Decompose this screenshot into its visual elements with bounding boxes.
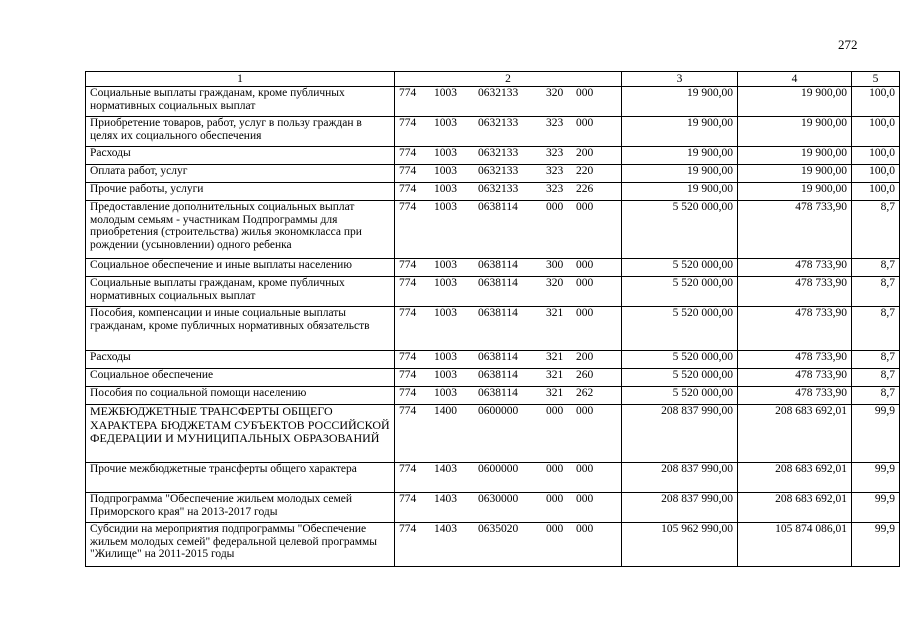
budget-table (85, 71, 900, 567)
fact-amount: 478 733,90 (738, 369, 852, 387)
code-part: 774 (399, 201, 417, 213)
percent-executed: 8,7 (852, 387, 900, 405)
row-name: Социальное обеспечение и иные выплаты населению (86, 259, 395, 277)
code-part: 321 (546, 307, 564, 319)
code-part: 000 (576, 277, 594, 289)
table-row (86, 277, 900, 307)
row-codes (395, 405, 622, 463)
table-row (86, 259, 900, 277)
row-codes (395, 87, 622, 117)
code-part: 774 (399, 307, 417, 319)
percent-executed: 100,0 (852, 87, 900, 117)
row-codes (395, 493, 622, 523)
code-part: 774 (399, 277, 417, 289)
code-part: 1003 (434, 351, 457, 363)
plan-amount: 208 837 990,00 (622, 463, 738, 493)
code-part: 0630000 (478, 493, 519, 505)
code-part: 1003 (434, 369, 457, 381)
percent-executed: 99,9 (852, 523, 900, 567)
percent-executed: 100,0 (852, 183, 900, 201)
code-part: 200 (576, 351, 594, 363)
header-cell: 3 (622, 72, 738, 87)
code-part: 0600000 (478, 463, 519, 475)
percent-executed: 100,0 (852, 147, 900, 165)
code-part: 1003 (434, 201, 457, 213)
fact-amount: 478 733,90 (738, 307, 852, 351)
code-part: 321 (546, 369, 564, 381)
percent-executed: 100,0 (852, 117, 900, 147)
fact-amount: 478 733,90 (738, 351, 852, 369)
code-part: 000 (546, 463, 564, 475)
table-row (86, 405, 900, 463)
code-part: 0638114 (478, 307, 518, 319)
code-part: 0638114 (478, 351, 518, 363)
code-part: 1003 (434, 117, 457, 129)
code-part: 323 (546, 117, 564, 129)
fact-amount: 19 900,00 (738, 147, 852, 165)
plan-amount: 208 837 990,00 (622, 405, 738, 463)
code-part: 300 (546, 259, 564, 271)
code-part: 000 (576, 201, 594, 213)
percent-executed: 8,7 (852, 351, 900, 369)
percent-executed: 8,7 (852, 259, 900, 277)
code-part: 0632133 (478, 87, 519, 99)
code-part: 321 (546, 387, 564, 399)
code-part: 1003 (434, 165, 457, 177)
row-codes (395, 165, 622, 183)
percent-executed: 99,9 (852, 493, 900, 523)
percent-executed: 8,7 (852, 201, 900, 259)
code-part: 000 (546, 405, 564, 417)
code-part: 000 (546, 493, 564, 505)
code-part: 774 (399, 493, 417, 505)
row-name: Прочие работы, услуги (86, 183, 395, 201)
row-codes (395, 351, 622, 369)
plan-amount: 208 837 990,00 (622, 493, 738, 523)
code-part: 000 (546, 201, 564, 213)
row-codes (395, 277, 622, 307)
table-row (86, 493, 900, 523)
row-name: Субсидии на мероприятия подпрограммы "Обеспечение жильем молодых семей" федеральной целевой программы "Жилище" на 2011-2015 годы (86, 523, 395, 567)
fact-amount: 19 900,00 (738, 183, 852, 201)
code-part: 0632133 (478, 165, 519, 177)
fact-amount: 478 733,90 (738, 259, 852, 277)
code-part: 1403 (434, 463, 457, 475)
code-part: 0600000 (478, 405, 519, 417)
code-part: 1003 (434, 259, 457, 271)
header-cell: 1 (86, 72, 395, 87)
percent-executed: 8,7 (852, 277, 900, 307)
code-part: 200 (576, 147, 594, 159)
percent-executed: 100,0 (852, 165, 900, 183)
code-part: 774 (399, 351, 417, 363)
percent-executed: 99,9 (852, 405, 900, 463)
code-part: 226 (576, 183, 594, 195)
row-name: Подпрограмма "Обеспечение жильем молодых семей Приморского края" на 2013-2017 годы (86, 493, 395, 523)
plan-amount: 19 900,00 (622, 117, 738, 147)
header-cell: 5 (852, 72, 900, 87)
code-part: 1003 (434, 147, 457, 159)
code-part: 000 (576, 493, 594, 505)
code-part: 320 (546, 277, 564, 289)
row-name: Прочие межбюджетные трансферты общего характера (86, 463, 395, 493)
fact-amount: 478 733,90 (738, 387, 852, 405)
row-name: Приобретение товаров, работ, услуг в пользу граждан в целях их социального обеспечения (86, 117, 395, 147)
code-part: 321 (546, 351, 564, 363)
fact-amount: 19 900,00 (738, 165, 852, 183)
code-part: 1003 (434, 87, 457, 99)
code-part: 260 (576, 369, 594, 381)
row-name: Расходы (86, 147, 395, 165)
header-cell: 2 (395, 72, 622, 87)
fact-amount: 19 900,00 (738, 87, 852, 117)
plan-amount: 5 520 000,00 (622, 259, 738, 277)
plan-amount: 19 900,00 (622, 87, 738, 117)
code-part: 774 (399, 183, 417, 195)
plan-amount: 5 520 000,00 (622, 277, 738, 307)
table-row (86, 463, 900, 493)
code-part: 323 (546, 165, 564, 177)
row-codes (395, 201, 622, 259)
row-name: Расходы (86, 351, 395, 369)
table-row (86, 307, 900, 351)
plan-amount: 5 520 000,00 (622, 369, 738, 387)
code-part: 774 (399, 147, 417, 159)
code-part: 774 (399, 87, 417, 99)
row-codes (395, 183, 622, 201)
plan-amount: 19 900,00 (622, 147, 738, 165)
code-part: 0638114 (478, 277, 518, 289)
row-codes (395, 369, 622, 387)
code-part: 1400 (434, 405, 457, 417)
code-part: 774 (399, 259, 417, 271)
row-name: Пособия по социальной помощи населению (86, 387, 395, 405)
code-part: 1003 (434, 183, 457, 195)
code-part: 774 (399, 165, 417, 177)
row-name: Социальные выплаты гражданам, кроме публичных нормативных социальных выплат (86, 87, 395, 117)
row-codes (395, 307, 622, 351)
code-part: 1003 (434, 307, 457, 319)
percent-executed: 8,7 (852, 369, 900, 387)
page-number: 272 (838, 37, 858, 52)
code-part: 774 (399, 523, 417, 535)
fact-amount: 208 683 692,01 (738, 493, 852, 523)
fact-amount: 208 683 692,01 (738, 463, 852, 493)
fact-amount: 105 874 086,01 (738, 523, 852, 567)
row-codes (395, 523, 622, 567)
table-row (86, 523, 900, 567)
code-part: 000 (576, 405, 594, 417)
code-part: 1003 (434, 387, 457, 399)
row-name: Оплата работ, услуг (86, 165, 395, 183)
code-part: 0638114 (478, 201, 518, 213)
code-part: 000 (576, 307, 594, 319)
row-name: Социальные выплаты гражданам, кроме публичных нормативных социальных выплат (86, 277, 395, 307)
code-part: 000 (546, 523, 564, 535)
code-part: 220 (576, 165, 594, 177)
fact-amount: 19 900,00 (738, 117, 852, 147)
row-codes (395, 387, 622, 405)
row-codes (395, 117, 622, 147)
row-codes (395, 259, 622, 277)
code-part: 774 (399, 387, 417, 399)
code-part: 320 (546, 87, 564, 99)
code-part: 000 (576, 117, 594, 129)
row-codes (395, 463, 622, 493)
code-part: 0638114 (478, 369, 518, 381)
code-part: 1003 (434, 277, 457, 289)
plan-amount: 105 962 990,00 (622, 523, 738, 567)
row-name: Предоставление дополнительных социальных выплат молодым семьям - участникам Подпрограммы для приобретения (строительства) жилья экономкласса при рождении (усыновлении) одного ребенка (86, 201, 395, 259)
header-cell: 4 (738, 72, 852, 87)
code-part: 262 (576, 387, 594, 399)
table-row (86, 369, 900, 387)
code-part: 323 (546, 183, 564, 195)
code-part: 774 (399, 463, 417, 475)
table-row (86, 183, 900, 201)
table-row (86, 165, 900, 183)
code-part: 0632133 (478, 117, 519, 129)
percent-executed: 8,7 (852, 307, 900, 351)
fact-amount: 478 733,90 (738, 201, 852, 259)
code-part: 323 (546, 147, 564, 159)
table-row (86, 387, 900, 405)
plan-amount: 5 520 000,00 (622, 387, 738, 405)
table-row (86, 147, 900, 165)
code-part: 0632133 (478, 183, 519, 195)
code-part: 0632133 (478, 147, 519, 159)
plan-amount: 19 900,00 (622, 165, 738, 183)
plan-amount: 5 520 000,00 (622, 201, 738, 259)
code-part: 1403 (434, 493, 457, 505)
fact-amount: 208 683 692,01 (738, 405, 852, 463)
table-header-row (86, 72, 900, 87)
row-name: МЕЖБЮДЖЕТНЫЕ ТРАНСФЕРТЫ ОБЩЕГО ХАРАКТЕРА БЮДЖЕТАМ СУБЪЕКТОВ РОССИЙСКОЙ ФЕДЕРАЦИИ И МУНИЦИПАЛЬНЫХ ОБРАЗОВАНИЙ (86, 405, 395, 463)
row-name: Социальное обеспечение (86, 369, 395, 387)
code-part: 0635020 (478, 523, 519, 535)
plan-amount: 5 520 000,00 (622, 307, 738, 351)
row-name: Пособия, компенсации и иные социальные выплаты гражданам, кроме публичных нормативных обязательств (86, 307, 395, 351)
plan-amount: 5 520 000,00 (622, 351, 738, 369)
table-row (86, 201, 900, 259)
code-part: 774 (399, 405, 417, 417)
percent-executed: 99,9 (852, 463, 900, 493)
code-part: 000 (576, 463, 594, 475)
table-row (86, 351, 900, 369)
plan-amount: 19 900,00 (622, 183, 738, 201)
code-part: 0638114 (478, 387, 518, 399)
fact-amount: 478 733,90 (738, 277, 852, 307)
table-row (86, 87, 900, 117)
code-part: 000 (576, 523, 594, 535)
code-part: 000 (576, 87, 594, 99)
code-part: 774 (399, 117, 417, 129)
code-part: 1403 (434, 523, 457, 535)
row-codes (395, 147, 622, 165)
code-part: 0638114 (478, 259, 518, 271)
code-part: 000 (576, 259, 594, 271)
code-part: 774 (399, 369, 417, 381)
table-row (86, 117, 900, 147)
